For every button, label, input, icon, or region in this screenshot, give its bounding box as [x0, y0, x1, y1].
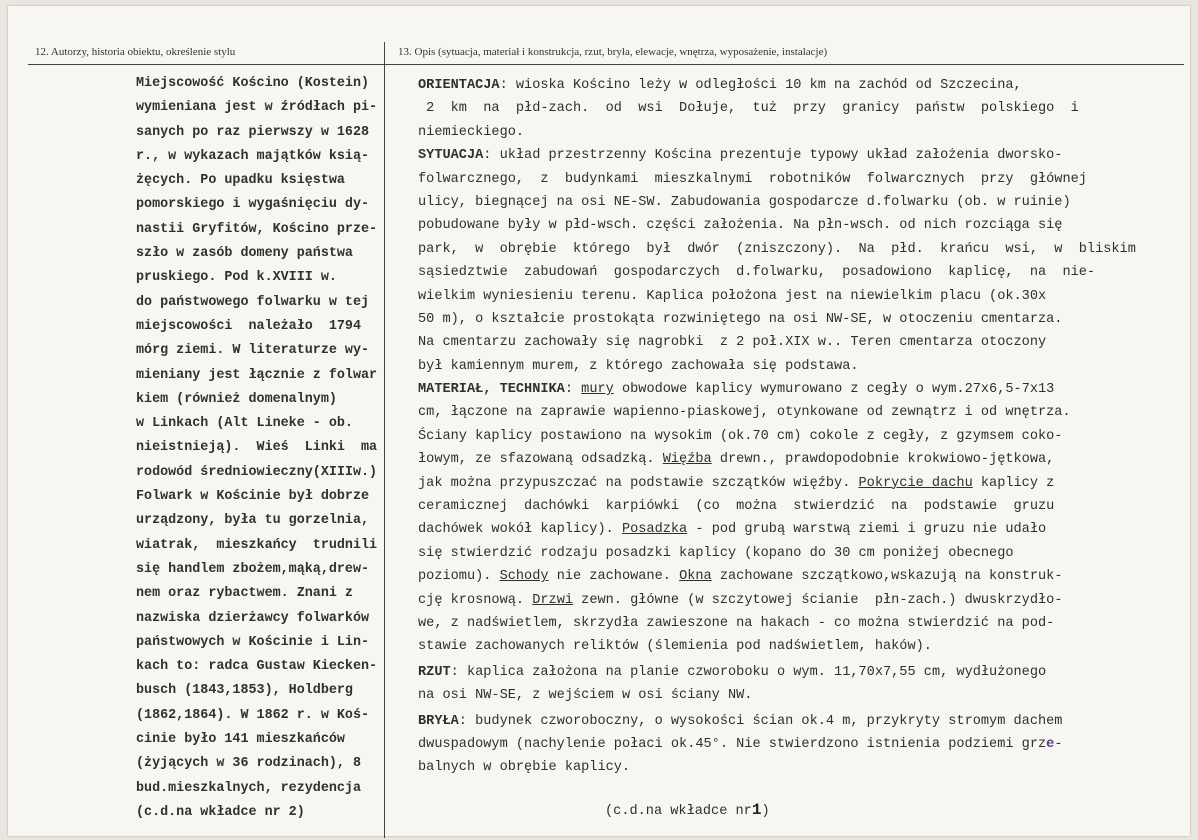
line-text: we, z nadświetlem, skrzydła zawieszone na hakach - co można stwierdzić na pod- [418, 615, 1055, 631]
posadzka-term: Posadzka [621, 522, 688, 538]
history-line: Folwark w Kościnie był dobrze [136, 489, 370, 505]
text-line [418, 378, 1078, 401]
note-number: 1 [751, 801, 762, 819]
line-text: dwuspadowym (nachylenie połaci ok.45°. Nie stwierdzono istnienia podziemi grz [418, 736, 1047, 752]
text-line [418, 589, 1078, 612]
text-line [418, 401, 1078, 424]
line-text: był kamiennym murem, z którego zachowała się podstawa. [418, 358, 859, 374]
text-line [418, 308, 1078, 331]
line-text: cję krosnową. [418, 592, 533, 608]
history-line: żęcych. Po upadku księstwa [136, 173, 345, 189]
line-text: zachowane szczątkowo,wskazują na konstruk- [711, 569, 1063, 585]
history-line: busch (1843,1853), Holdberg [136, 683, 353, 699]
note-text: ) [761, 804, 770, 819]
line-text: : układ przestrzenny Kościna prezentuje typowy układ założenia dworsko- [483, 148, 1063, 164]
line-text: Ściany kaplicy postawiono na wysokim (ok.70 cm) cokole z cegły, z gzymsem coko- [418, 428, 1063, 444]
line-text: 50 m), o kształcie prostokąta rozwiniętego na osi NW-SE, w otoczeniu cmentarza. [418, 311, 1063, 327]
history-line: wiatrak, mieszkańcy trudnili [136, 537, 378, 553]
history-line: (c.d.na wkładce nr 2) [136, 804, 305, 820]
text-line [418, 355, 1078, 378]
line-text: niemieckiego. [418, 124, 525, 140]
text-line [418, 635, 1078, 658]
history-line: nieistnieją). Wieś Linki ma [136, 440, 378, 456]
line-text: obwodowe kaplicy wymurowano z cegły o wym.27x6,5-7x13 [613, 382, 1055, 398]
history-text [136, 72, 381, 825]
line-text: 2 km na płd-zach. od wsi Dołuje, tuż przy granicy państw polskiego i [418, 101, 1079, 117]
history-line: cinie było 141 mieszkańców [136, 732, 345, 748]
line-text: wielkim wyniesieniu terenu. Kaplica położona jest na niewielkim placu (ok.30x [418, 288, 1047, 304]
text-line [418, 472, 1078, 495]
text-line [418, 331, 1078, 354]
history-line: pomorskiego i wygaśnięciu dy- [136, 197, 370, 213]
history-line: do państwowego folwarku w tej [136, 294, 370, 310]
line-text: łowym, ze sfazowaną odsadzką. [418, 452, 663, 468]
line-text: nie zachowane. [548, 569, 680, 585]
line-text: - [1054, 736, 1063, 752]
pokrycie-term: Pokrycie dachu [858, 475, 973, 491]
history-line: nastii Gryfitów, Kościno prze- [136, 221, 378, 237]
history-line: r., w wykazach majątków ksią- [136, 148, 370, 164]
line-text: kaplicy z [972, 475, 1055, 491]
text-line [418, 238, 1136, 261]
line-text: jak można przypuszczać na podstawie szczątków więźby. [418, 475, 859, 491]
line-text: folwarcznego, z budynkami mieszkalnymi robotników folwarcznych przy głównej [418, 171, 1087, 187]
okna-term: Okna [679, 569, 712, 585]
text-line [418, 121, 1078, 144]
line-text: Na cmentarzu zachowały się nagrobki z 2 poł.XIX w.. Teren cmentarza otoczony [418, 335, 1047, 351]
orientacja-label: ORIENTACJA [418, 78, 500, 93]
mury-term: mury [581, 382, 614, 398]
history-line: rodowód średniowieczny(XIIIw.) [136, 464, 378, 480]
text-line [418, 565, 1078, 588]
history-line: (1862,1864). W 1862 r. w Koś- [136, 707, 370, 723]
bryla-label: BRYŁA [418, 713, 459, 729]
handwritten-correction: e [1046, 736, 1055, 752]
text-line [418, 261, 1096, 284]
history-line: państwowych w Kościnie i Lin- [136, 634, 370, 650]
left-column-header: 12. Autorzy, historia obiektu, określenie stylu [35, 46, 236, 58]
description-text [418, 74, 1136, 780]
text-line [418, 661, 1078, 684]
line-text: : kaplica założona na planie czworoboku o wym. 11,70x7,55 cm, wydłużonego [450, 664, 1047, 680]
history-line: się handlem zbożem,mąką,drew- [136, 561, 370, 577]
text-line [418, 756, 1078, 779]
line-text: cm, łączone na zaprawie wapienno-piaskowej, otynkowane od zewnątrz i od wnętrza. [418, 405, 1071, 421]
history-line: pruskiego. Pod k.XVIII w. [136, 270, 337, 286]
text-line [418, 97, 1078, 120]
history-line: bud.mieszkalnych, rezydencja [136, 780, 361, 796]
history-line: wymieniana jest w źródłach pi- [136, 100, 378, 116]
line-text: się stwierdzić rodzaju posadzki kaplicy (kopano do 30 cm poniżej obecnego [418, 545, 1014, 561]
history-line: sanych po raz pierwszy w 1628 [136, 124, 370, 140]
column-divider [384, 42, 385, 838]
text-line [418, 542, 1078, 565]
wiezba-term: Więźba [662, 452, 712, 468]
text-line [418, 612, 1078, 635]
line-text: ulicy, biegnącej na osi NE-SW. Zabudowania gospodarcze d.folwarku (ob. w ruinie) [418, 194, 1071, 210]
line-text: drewn., prawdopodobnie krokwiowo-jętkowa, [711, 452, 1055, 468]
text-line [418, 214, 1078, 237]
text-line [418, 710, 1078, 733]
history-line: kiem (również domenalnym) [136, 391, 337, 407]
continuation-note [605, 801, 770, 819]
drzwi-term: Drzwi [532, 592, 574, 608]
right-column-header: 13. Opis (sytuacja, materiał i konstrukcja, rzut, bryła, elewacje, wnętrza, wyposażenie, instalacje) [398, 46, 828, 58]
line-text: sąsiedztwie zabudowań gospodarczych d.folwarku, posadowiono kaplicę, na nie- [418, 265, 1096, 281]
history-line: nazwiska dzierżawcy folwarków [136, 610, 370, 626]
history-line: szło w zasób domeny państwa [136, 246, 353, 262]
note-text: (c.d.na wkładce nr [605, 804, 752, 819]
text-line [418, 448, 1078, 471]
line-text: poziomu). [418, 569, 500, 585]
text-line [418, 495, 1078, 518]
text-line [418, 285, 1078, 308]
history-line: mórg ziemi. W literaturze wy- [136, 343, 370, 359]
material-label: MATERIAŁ, TECHNIKA [418, 382, 565, 398]
history-line: miejscowości należało 1794 [136, 318, 361, 334]
text-line [418, 518, 1078, 541]
line-text: na osi NW-SE, z wejściem w osi ściany NW. [418, 688, 753, 704]
text-line [418, 168, 1087, 191]
text-line [418, 191, 1078, 214]
sytuacja-label: SYTUACJA [418, 148, 484, 164]
text-line [418, 425, 1078, 448]
history-line: kach to: radca Gustaw Kiecken- [136, 659, 378, 675]
history-line: urządzony, była tu gorzelnia, [136, 513, 370, 529]
history-line: Miejscowość Kościno (Kostein) [136, 76, 370, 91]
history-line: (żyjących w 36 rodzinach), 8 [136, 756, 361, 772]
line-text: stawie zachowanych reliktów (ślemienia pod nadświetlem, haków). [418, 639, 932, 655]
line-text: park, w obrębie którego był dwór (zniszczony). Na płd. krańcu wsi, w bliskim [418, 241, 1136, 257]
line-text: dachówek wokół kaplicy). [418, 522, 622, 538]
text-line [418, 733, 1078, 756]
text-line [418, 684, 1078, 707]
line-text: : budynek czworoboczny, o wysokości ścian ok.4 m, przykryty stromym dachem [458, 713, 1063, 729]
line-text: : wioska Kościno leży w odległości 10 km na zachód od Szczecina, [499, 78, 1022, 93]
text-line [418, 74, 1078, 97]
history-line: nem oraz rybactwem. Znani z [136, 586, 353, 602]
rzut-label: RZUT [418, 664, 451, 680]
line-text: zewn. główne (w szczytowej ścianie płn-zach.) dwuskrzydło- [573, 592, 1063, 608]
history-line: w Linkach (Alt Lineke - ob. [136, 416, 353, 432]
line-text: - pod grubą warstwą ziemi i gruzu nie udało [687, 522, 1047, 538]
line-text: pobudowane były w płd-wsch. części założenia. Na płn-wsch. od nich rozciąga się [418, 218, 1063, 234]
schody-term: Schody [499, 569, 549, 585]
line-text: balnych w obrębie kaplicy. [418, 760, 631, 776]
text-line [418, 144, 1078, 167]
line-text: ceramicznej dachówki karpiówki (co można stwierdzić na podstawie gruzu [418, 499, 1055, 515]
header-rule [28, 64, 1184, 65]
document-sheet [8, 6, 1190, 836]
colon: : [564, 382, 582, 398]
history-line: mieniany jest łącznie z folwar [136, 367, 378, 383]
